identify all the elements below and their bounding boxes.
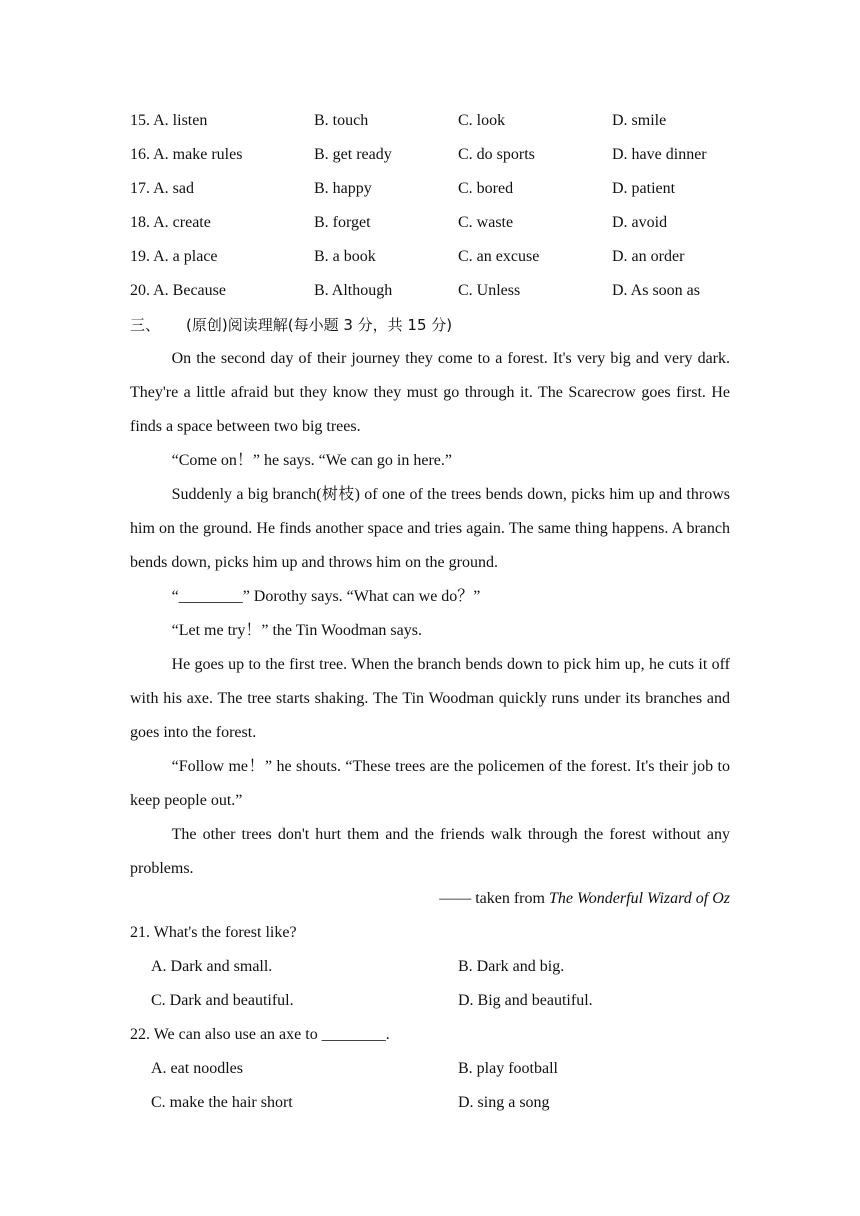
option-a: 19. A. a place xyxy=(130,248,218,265)
section-title: (原创)阅读理解(每小题 3 分，共 15 分) xyxy=(186,316,453,334)
question-21-option-c: C. Dark and beautiful. xyxy=(151,992,294,1009)
source-prefix: —— taken from xyxy=(439,890,549,907)
question-21-option-b: B. Dark and big. xyxy=(458,958,565,975)
option-b: B. a book xyxy=(314,248,376,265)
option-c: C. look xyxy=(458,112,506,129)
section-heading xyxy=(130,308,452,342)
option-row-16 xyxy=(130,138,730,172)
option-b: B. happy xyxy=(314,180,372,197)
option-d: D. an order xyxy=(612,248,685,265)
passage-paragraph: The other trees don't hurt them and the friends walk through the forest without any problems. xyxy=(130,826,730,877)
option-a: 16. A. make rules xyxy=(130,146,243,163)
option-b: B. forget xyxy=(314,214,371,231)
passage-paragraph: “Come on！” he says. “We can go in here.” xyxy=(171,452,452,469)
option-d: D. have dinner xyxy=(612,146,707,163)
source-attribution xyxy=(439,882,730,916)
option-c: C. Unless xyxy=(458,282,521,299)
option-c: C. waste xyxy=(458,214,514,231)
question-22-option-a: A. eat noodles xyxy=(151,1060,243,1077)
option-row-20 xyxy=(130,274,730,308)
passage-paragraph: “________” Dorothy says. “What can we do？” xyxy=(171,588,481,605)
question-22-option-b: B. play football xyxy=(458,1060,558,1077)
option-c: C. do sports xyxy=(458,146,535,163)
option-c: C. an excuse xyxy=(458,248,540,265)
passage-paragraph: “Let me try！” the Tin Woodman says. xyxy=(171,622,422,639)
question-22-option-c: C. make the hair short xyxy=(151,1094,293,1111)
source-title: The Wonderful Wizard of Oz xyxy=(548,890,730,907)
passage-paragraph: “Follow me！” he shouts. “These trees are the policemen of the forest. It's their job to keep people out.” xyxy=(130,758,731,809)
question-21-option-d: D. Big and beautiful. xyxy=(458,992,593,1009)
passage-paragraph: He goes up to the first tree. When the branch bends down to pick him up, he cuts it off with his axe. The tree starts shaking. The Tin Woodman quickly runs under its branches and goes into the forest. xyxy=(130,656,730,741)
option-c: C. bored xyxy=(458,180,514,197)
option-row-19 xyxy=(130,240,730,274)
option-row-17 xyxy=(130,172,730,206)
option-a: 20. A. Because xyxy=(130,282,226,299)
option-d: D. patient xyxy=(612,180,676,197)
option-a: 17. A. sad xyxy=(130,180,194,197)
passage-paragraph: Suddenly a big branch(树枝) of one of the trees bends down, picks him up and throws him on the ground. He finds another space and tries again. The same thing happens. A branch bends down, picks him up and throws him on the ground. xyxy=(130,486,730,571)
option-a: 18. A. create xyxy=(130,214,211,231)
option-d: D. smile xyxy=(612,112,667,129)
option-b: B. get ready xyxy=(314,146,392,163)
option-row-15 xyxy=(130,104,730,138)
option-d: D. avoid xyxy=(612,214,668,231)
option-d: D. As soon as xyxy=(612,282,701,299)
option-row-18 xyxy=(130,206,730,240)
question-21-stem: 21. What's the forest like? xyxy=(130,924,297,941)
reading-passage xyxy=(130,342,730,886)
question-22-option-d: D. sing a song xyxy=(458,1094,550,1111)
question-22-stem: 22. We can also use an axe to ________. xyxy=(130,1026,390,1043)
option-b: B. Although xyxy=(314,282,393,299)
question-21-option-a: A. Dark and small. xyxy=(151,958,273,975)
option-a: 15. A. listen xyxy=(130,112,208,129)
option-b: B. touch xyxy=(314,112,369,129)
passage-paragraph: On the second day of their journey they come to a forest. It's very big and very dark. They're a little afraid but they know they must go through it. The Scarecrow goes first. He finds a space between two big trees. xyxy=(130,350,730,435)
section-number: 三、 xyxy=(130,316,161,334)
